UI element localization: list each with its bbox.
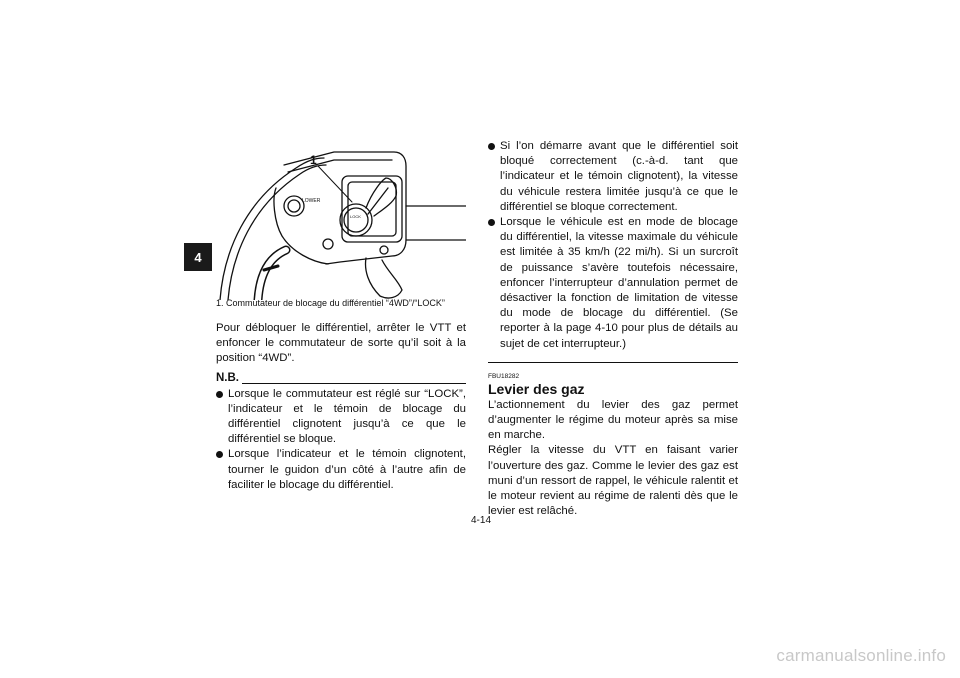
bullet-icon	[488, 143, 495, 150]
watermark: carmanualsonline.info	[776, 646, 946, 665]
note-bullet	[216, 447, 466, 493]
note-bullet	[216, 387, 466, 448]
note-bullet-text: Lorsque le véhicule est en mode de blocage du différentiel, la vitesse maximale du véhicule est limitée à 35 km/h (22 mi/h). Si un surcroît de puissance s’avère toutefois nécessaire, enfoncer l’interrupteur d’annulation permet de désactiver la fonction de limitation de vitesse du mode de blocage du différentiel. (Se reporter à la page 4-10 pour plus de détails au sujet de cet interrupteur.)	[500, 216, 738, 350]
note-bullet-text: Lorsque l’indicateur et le témoin clignotent, tourner le guidon d’un côté à l’autre afin de faciliter le blocage du différentiel.	[228, 448, 466, 491]
throttle-paragraph: Régler la vitesse du VTT en faisant varier l’ouverture des gaz. Comme le levier des gaz est muni d’un ressort de rappel, le véhicule ralentit et le moteur revient au régime de ralenti dès que le levier est relâché.	[488, 444, 738, 518]
throttle-paragraph: L’actionnement du levier des gaz permet d’augmenter le régime du moteur après sa mise en marche.	[488, 398, 738, 442]
note-bullet	[488, 215, 738, 352]
switch-label-lock: LOCK	[350, 214, 361, 219]
unlock-instructions: Pour débloquer le différentiel, arrêter le VTT et enfoncer le commutateur de sorte qu’il soit à la position “4WD”.	[216, 322, 466, 365]
bullet-icon	[488, 219, 495, 226]
note-bullet-text: Si l’on démarre avant que le différentiel soit bloqué correctement (c.-à-d. tant que l’indicateur et le témoin clignotent), la vitesse du véhicule restera limitée jusqu’à ce que le différentiel se bloque correctement.	[500, 140, 738, 213]
section-divider	[488, 362, 738, 363]
note-rule	[242, 383, 466, 384]
note-bullet	[488, 139, 738, 215]
right-column	[488, 139, 738, 519]
switch-label-lower: LOWER	[302, 198, 321, 204]
note-heading	[216, 372, 466, 387]
note-label: N.B.	[216, 372, 239, 385]
left-column	[216, 321, 466, 493]
chapter-tab: 4	[184, 243, 212, 271]
note-bullet-text: Lorsque le commutateur est réglé sur “LOCK”, l’indicateur et le témoin de blocage du différentiel clignotent jusqu’à ce que le différentiel se bloque.	[228, 387, 466, 446]
page-number: 4-14	[470, 515, 491, 526]
figure-caption: 1. Commutateur de blocage du différentiel “4WD”/“LOCK”	[216, 298, 445, 308]
bullet-icon	[216, 451, 223, 458]
section-code: FBU18282	[488, 372, 520, 380]
figure-callout-number: 1	[310, 153, 317, 167]
differential-lock-switch-illustration	[216, 140, 466, 300]
section-title: Levier des gaz	[488, 380, 585, 397]
bullet-icon	[216, 391, 223, 398]
